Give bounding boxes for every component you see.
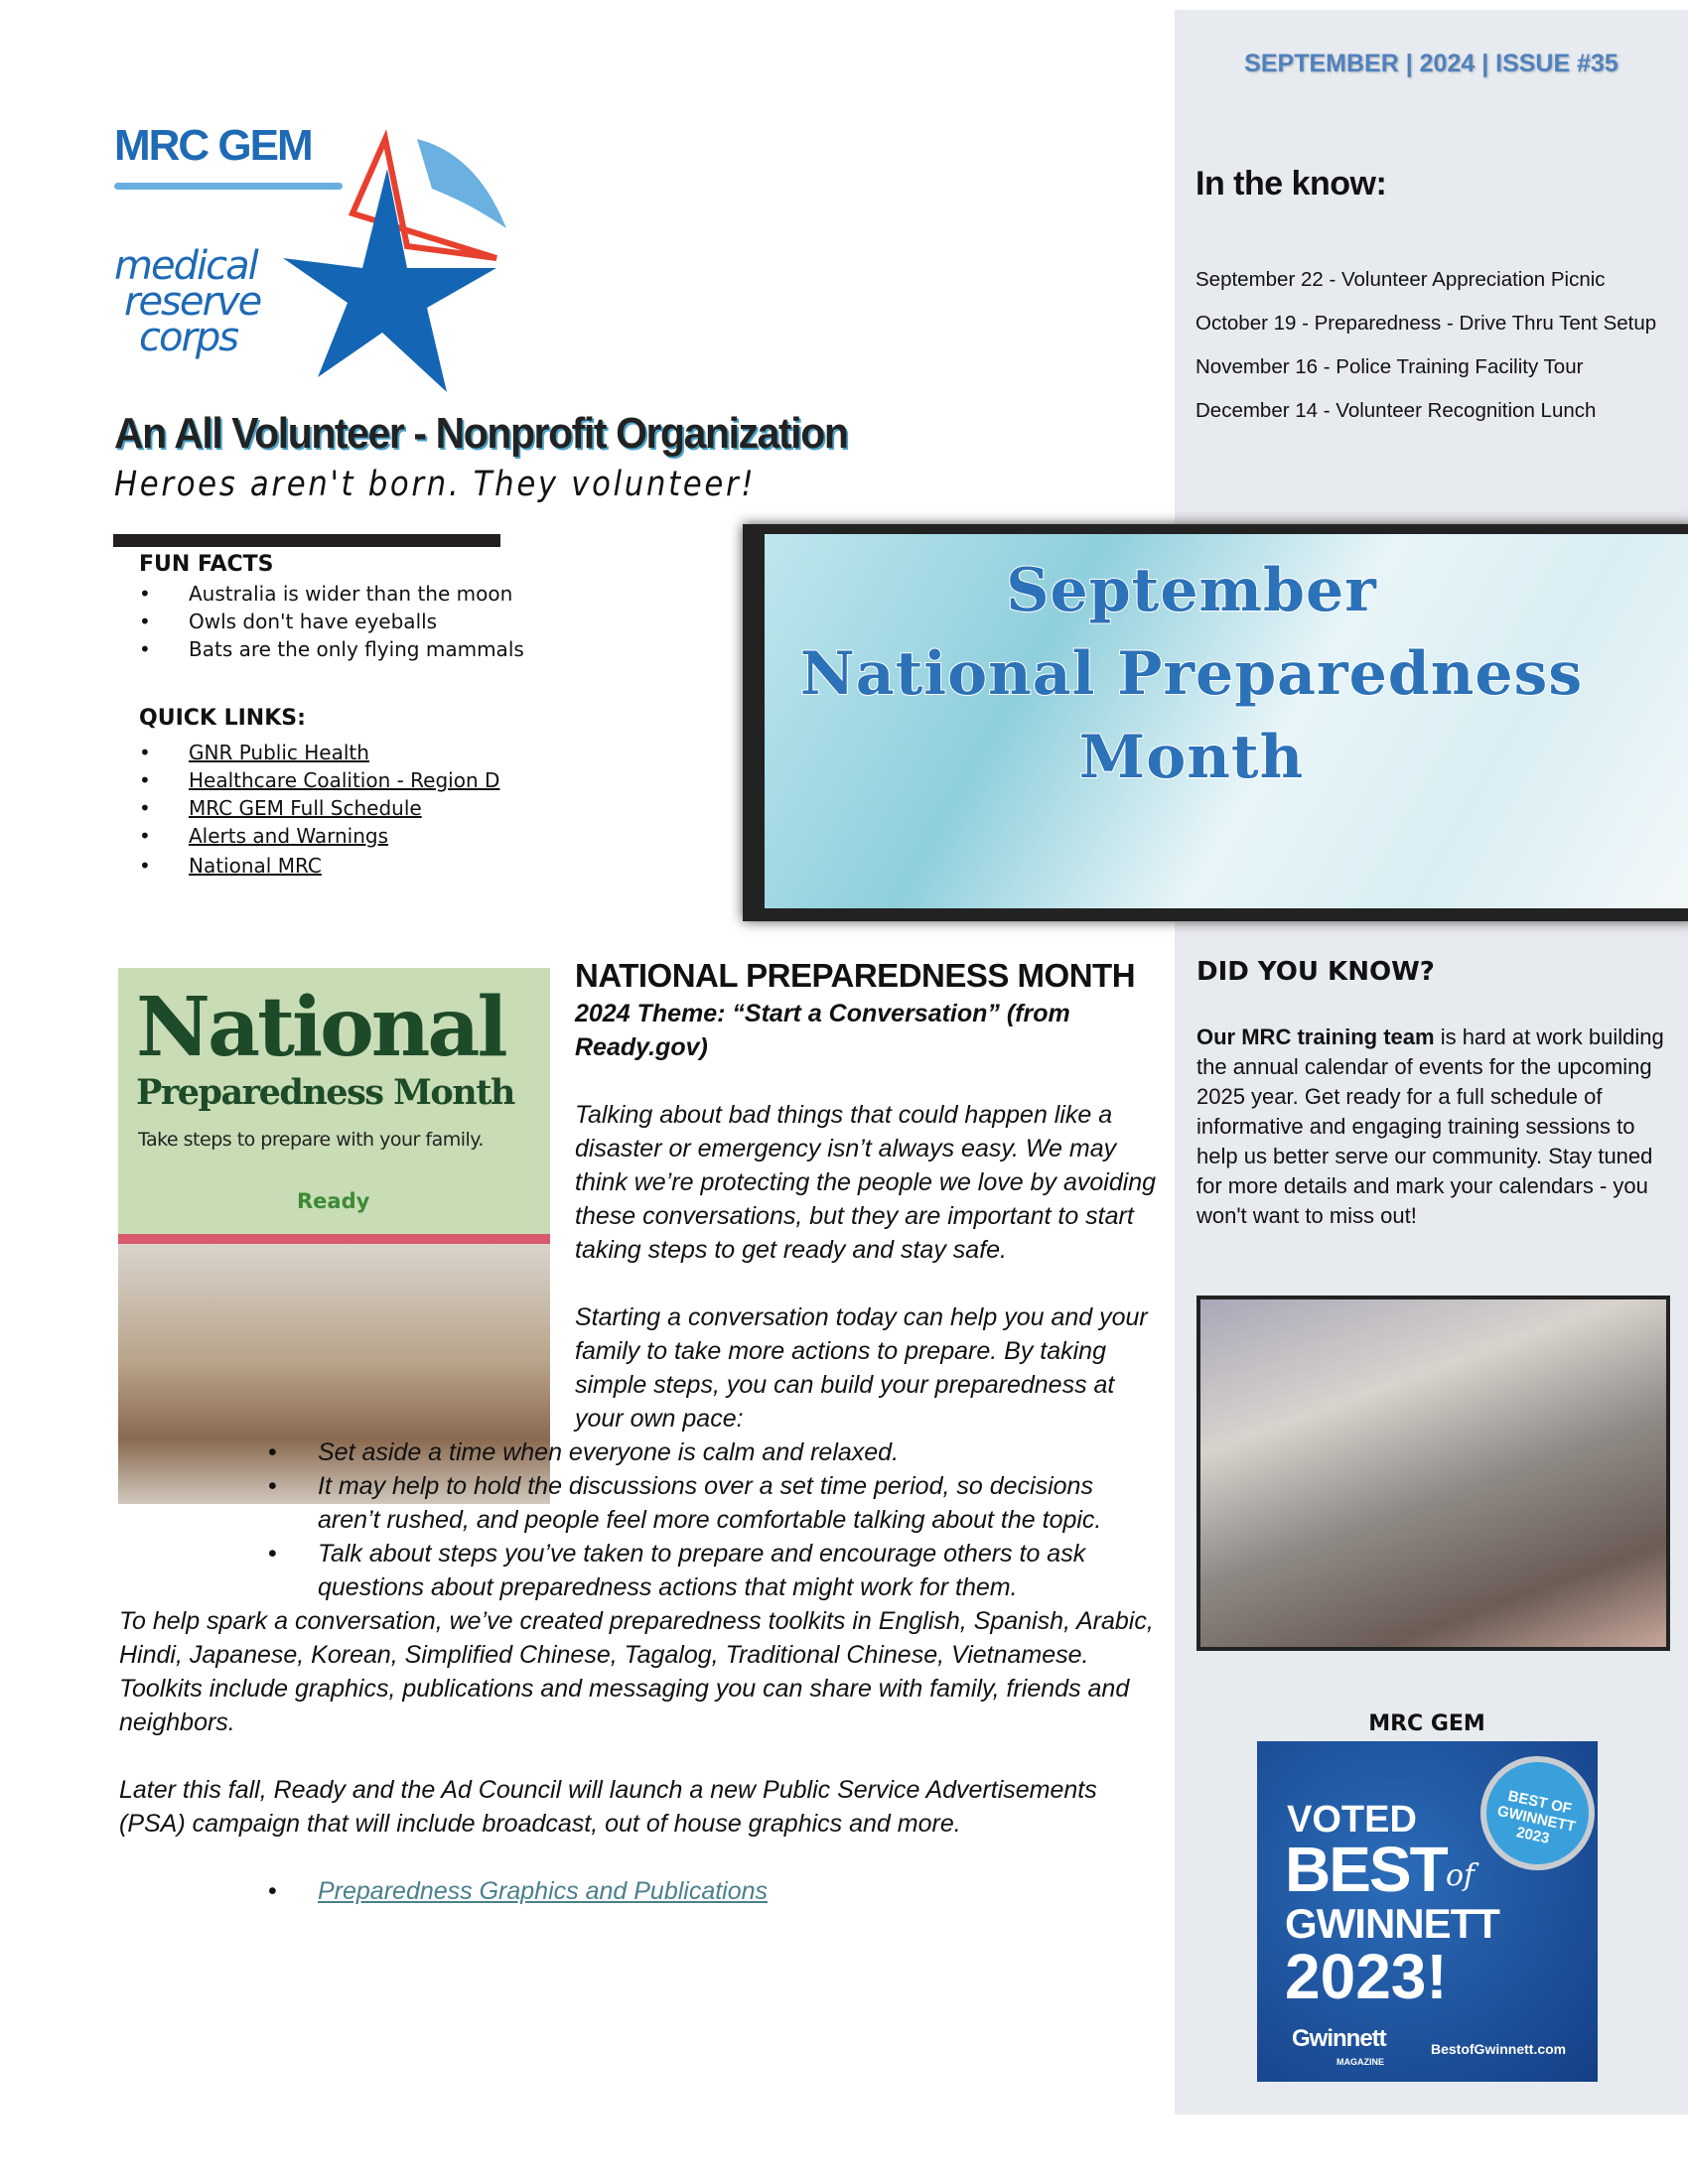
fun-fact-item: • Owls don't have eyeballs: [139, 610, 438, 633]
article-paragraph: Later this fall, Ready and the Ad Council will launch a new Public Service Advertisements (PSA) campaign that will include broadcast, out of house graphics and more.: [119, 1776, 1097, 1838]
article-paragraph: To help spark a conversation, we’ve created preparedness toolkits in English, Spanish, Arabic, Hindi, Japanese, Korean, Simplified Chinese, Tagalog, Traditional Chinese, Vietnamese. Toolkits include graphics, publications and messaging you can share with family, friends and neighbors.: [119, 1607, 1154, 1736]
fun-facts-title: FUN FACTS: [139, 552, 274, 577]
badge-url: BestofGwinnett.com: [1431, 2041, 1567, 2057]
fun-fact-item: • Australia is wider than the moon: [139, 582, 513, 606]
events-list: [1196, 266, 1677, 441]
divider-bar: [113, 534, 500, 547]
quick-link-item: • GNR Public Health: [139, 741, 369, 764]
badge-magazine-sub: MAGAZINE: [1336, 2057, 1384, 2067]
badge-of: of: [1446, 1858, 1476, 1893]
banner-line: Month: [1078, 723, 1305, 792]
article-link-item: • Preparedness Graphics and Publications: [268, 1874, 1162, 1908]
quick-link[interactable]: GNR Public Health: [189, 741, 369, 764]
badge-voted: VOTED: [1287, 1799, 1417, 1841]
fun-fact-item: • Bats are the only flying mammals: [139, 637, 524, 661]
event-item: November 16 - Police Training Facility Tour: [1196, 355, 1584, 378]
quick-link[interactable]: National MRC: [189, 854, 322, 878]
training-team-photo: [1196, 1296, 1670, 1651]
badge-seal: BEST OF GWINNETT 2023: [1470, 1745, 1598, 1880]
npm-title: National: [136, 980, 505, 1075]
event-item: October 19 - Preparedness - Drive Thru Tent Setup: [1196, 312, 1657, 335]
organization-title: An All Volunteer - Nonprofit Organization: [114, 409, 848, 458]
badge-gwinnett: GWINNETT: [1285, 1900, 1499, 1947]
issue-header: SEPTEMBER | 2024 | ISSUE #35: [1244, 50, 1618, 77]
mrc-gem-logo: [99, 99, 536, 407]
best-of-gwinnett-badge: [1257, 1741, 1598, 2082]
logo-line: medical: [114, 243, 257, 289]
quick-link[interactable]: Alerts and Warnings: [189, 824, 389, 848]
article-bullet: • It may help to hold the discussions over a set time period, so decisions aren’t rushed, and people feel more comfortable talking about the topic.: [268, 1472, 1102, 1534]
did-you-know-body: Our MRC training team is hard at work building the annual calendar of events for the upcoming 2025 year. Get ready for a full schedule of informative and engaging training sessions to help us better serve our community. Stay tuned for more details and mark your calendars - you won't want to miss out!: [1196, 1024, 1664, 1228]
logo-title: MRC GEM: [114, 121, 312, 170]
did-you-know-title: DID YOU KNOW?: [1196, 957, 1435, 987]
quick-link-item: • Alerts and Warnings: [139, 824, 389, 848]
article-title: NATIONAL PREPAREDNESS MONTH: [575, 957, 1136, 994]
preparedness-graphics-link[interactable]: Preparedness Graphics and Publications: [318, 1877, 769, 1905]
preparedness-banner-image: [765, 534, 1688, 908]
in-the-know-title: In the know:: [1196, 165, 1387, 203]
star-icon: [258, 119, 536, 397]
article-paragraph: Talking about bad things that could happen like a disaster or emergency isn’t always easy. We may think we’re protecting the people we love by avoiding these conversations, but they are important to start taking steps to get ready and stay safe.: [575, 1101, 1157, 1264]
ready-logo: Ready: [297, 1189, 370, 1213]
logo-line: reserve: [124, 279, 261, 325]
article-bullet: • Talk about steps you’ve taken to prepare and encourage others to ask questions about preparedness actions that might work for them.: [268, 1540, 1086, 1601]
event-item: December 14 - Volunteer Recognition Lunch: [1196, 399, 1597, 422]
quick-link-item: • National MRC: [139, 854, 322, 878]
badge-label: MRC GEM: [1368, 1711, 1485, 1736]
quick-link-item: • MRC GEM Full Schedule: [139, 796, 422, 820]
article-bullet: • Set aside a time when everyone is calm and relaxed.: [268, 1438, 900, 1466]
article: [119, 955, 1162, 1908]
event-item: September 22 - Volunteer Appreciation Picnic: [1196, 268, 1606, 291]
article-subtitle: 2024 Theme: “Start a Conversation” (from Ready.gov): [575, 1000, 1070, 1061]
quick-link[interactable]: MRC GEM Full Schedule: [189, 796, 422, 820]
banner-line: September: [1006, 556, 1377, 625]
banner-line: National Preparedness: [799, 639, 1584, 709]
badge-year: 2023!: [1285, 1941, 1448, 2012]
logo-line: corps: [139, 315, 238, 360]
tagline: Heroes aren't born. They volunteer!: [114, 465, 757, 504]
badge-magazine: Gwinnett: [1292, 2025, 1386, 2052]
quick-link-item: • Healthcare Coalition - Region D: [139, 768, 500, 792]
npm-subtitle: Preparedness Month: [136, 1072, 514, 1113]
badge-best: BEST: [1285, 1834, 1447, 1905]
npm-tagline: Take steps to prepare with your family.: [138, 1129, 484, 1151]
quick-links-title: QUICK LINKS:: [139, 706, 306, 731]
article-paragraph: Starting a conversation today can help you and your family to take more actions to prepare. By taking simple steps, you can build your preparedness at your own pace:: [575, 1303, 1148, 1433]
quick-link[interactable]: Healthcare Coalition - Region D: [189, 768, 500, 792]
